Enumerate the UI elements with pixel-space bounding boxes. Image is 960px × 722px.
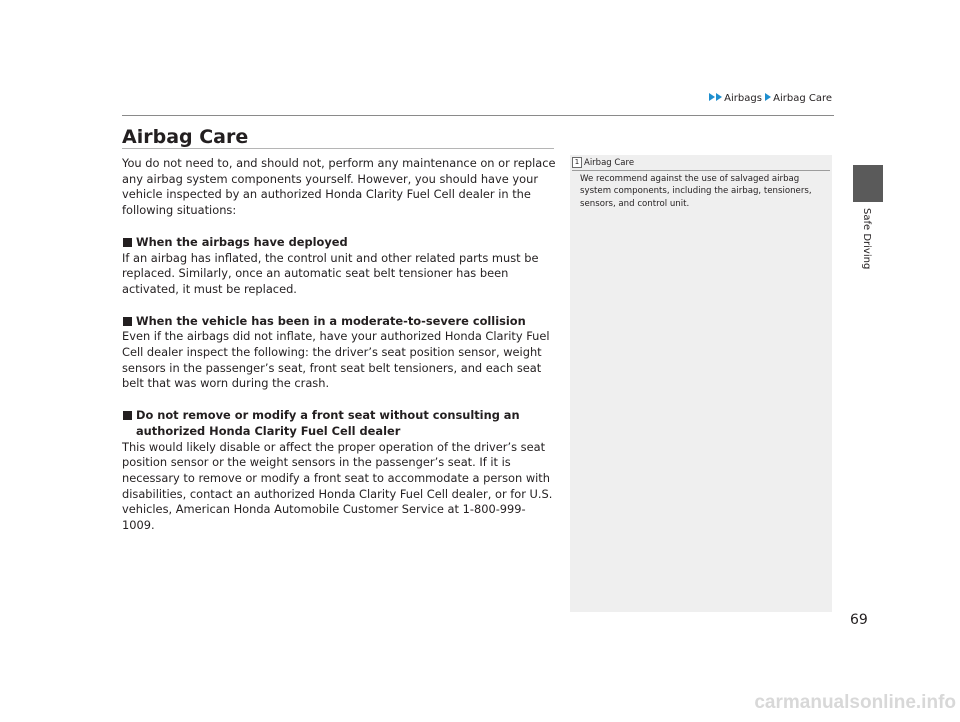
breadcrumb-item-airbags[interactable]: Airbags xyxy=(724,93,762,104)
note-title: Airbag Care xyxy=(584,157,635,168)
breadcrumb xyxy=(709,93,832,104)
section-body: This would likely disable or affect the proper operation of the driver’s seat position sensor or the weight sensors in the passenger’s seat. If it is necessary to remove or modify a front seat to accommodate a person with disabilities, contact an authorized Honda Clarity Fuel Cell dealer, or for U.S. vehicles, American Honda Automobile Customer Service at 1-800-999-1009. xyxy=(122,439,553,533)
note-panel xyxy=(570,155,832,612)
note-marker-icon: 1 xyxy=(572,157,582,168)
page-title: Airbag Care xyxy=(122,126,249,148)
note-body: We recommend against the use of salvaged airbag system components, including the airbag, tensioners, sensors, and control unit. xyxy=(580,174,812,209)
breadcrumb-item-airbag-care[interactable]: Airbag Care xyxy=(773,93,832,104)
main-content xyxy=(122,156,558,534)
arrow-right-icon xyxy=(765,93,771,101)
square-bullet-icon xyxy=(123,238,132,247)
intro-paragraph: You do not need to, and should not, perform any maintenance on or replace any airbag system components yourself. However, you should have your vehicle inspected by an authorized Honda Clarity Fuel Cell dealer in the following situations: xyxy=(122,156,556,218)
square-bullet-icon xyxy=(123,317,132,326)
chapter-tab[interactable] xyxy=(853,165,883,202)
section-body: Even if the airbags did not inflate, have your authorized Honda Clarity Fuel Cell dealer inspect the following: the driver’s seat position sensor, weight sensors in the passenger’s seat, front seat belt tensioners, and each seat belt that was worn during the crash. xyxy=(122,329,550,391)
watermark: carmanualsonline.info xyxy=(754,692,956,713)
square-bullet-icon xyxy=(123,411,132,420)
chapter-label: Safe Driving xyxy=(861,208,872,270)
page-number: 69 xyxy=(850,612,868,628)
note-divider xyxy=(572,170,830,171)
section-heading: Do not remove or modify a front seat without consulting an authorized Honda Clarity Fuel Cell dealer xyxy=(122,408,558,439)
header-divider xyxy=(122,115,834,116)
arrow-right-icon xyxy=(709,93,715,101)
section-body: If an airbag has inflated, the control unit and other related parts must be replaced. Similarly, once an automatic seat belt tensioner has been activated, it must be replaced. xyxy=(122,250,539,296)
section-heading: When the airbags have deployed xyxy=(122,235,558,251)
arrow-right-icon xyxy=(716,93,722,101)
section-heading: When the vehicle has been in a moderate-to-severe collision xyxy=(122,314,558,330)
note-heading xyxy=(572,157,830,168)
title-divider xyxy=(122,148,554,149)
